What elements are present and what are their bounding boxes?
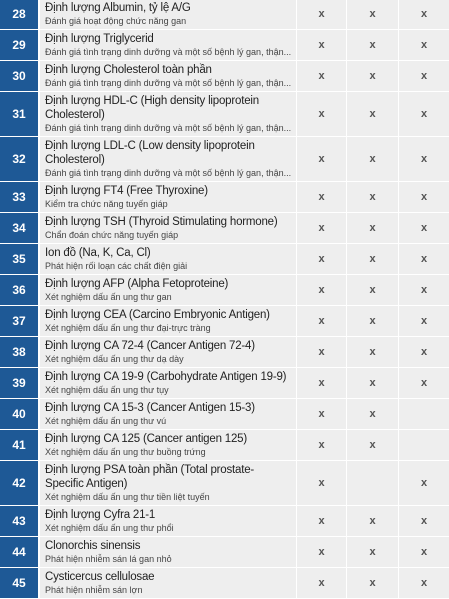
test-description: Xét nghiệm dấu ấn ung thư buồng trứng <box>45 447 206 457</box>
row-number: 31 <box>0 92 40 136</box>
test-description: Xét nghiệm dấu ấn ung thư phổi <box>45 523 174 533</box>
mark-col-3: x <box>420 39 428 51</box>
table-row <box>0 213 449 243</box>
mark-col-1: x <box>297 213 347 243</box>
mark-col-1: x <box>297 368 347 398</box>
mark-col-3: x <box>420 515 428 527</box>
mark-col-3: x <box>420 477 428 489</box>
test-description: Xét nghiệm dấu ấn ung thư dạ dày <box>45 354 184 364</box>
test-name: Định lượng FT4 (Free Thyroxine) <box>45 185 208 197</box>
mark-col-3: x <box>420 346 428 358</box>
test-name: Định lượng Cholesterol toàn phần <box>45 64 212 76</box>
mark-col-1: x <box>297 137 347 181</box>
mark-col-2 <box>347 461 399 505</box>
test-description: Xét nghiệm dấu ấn ung thư tiền liệt tuyến <box>45 492 210 502</box>
test-description: Đánh giá tình trạng dinh dưỡng và một số bệnh lý gan, thận... <box>45 168 292 178</box>
test-description: Phát hiện nhiễm sán lợn <box>45 585 143 595</box>
table-row <box>0 306 449 336</box>
row-number: 32 <box>0 137 40 181</box>
mark-col-2: x <box>347 368 399 398</box>
mark-col-3: x <box>420 546 428 558</box>
mark-col-3: x <box>420 70 428 82</box>
mark-col-1: x <box>297 337 347 367</box>
mark-col-2: x <box>347 306 399 336</box>
mark-col-2: x <box>347 182 399 212</box>
mark-col-3: x <box>420 253 428 265</box>
test-cell <box>40 30 297 60</box>
test-name: Định lượng CA 125 (Cancer antigen 125) <box>45 433 247 445</box>
test-description: Đánh giá tình trạng dinh dưỡng và một số bệnh lý gan, thận... <box>45 47 292 57</box>
mark-col-1: x <box>297 461 347 505</box>
test-cell <box>40 568 297 598</box>
test-description: Xét nghiệm dấu ấn ung thư tụy <box>45 385 169 395</box>
mark-col-2: x <box>347 92 399 136</box>
table-row <box>0 537 449 567</box>
mark-col-1: x <box>297 399 347 429</box>
mark-col-1: x <box>297 275 347 305</box>
row-number: 28 <box>0 0 40 29</box>
test-cell <box>40 399 297 429</box>
test-cell <box>40 368 297 398</box>
test-name: Cysticercus cellulosae <box>45 571 155 583</box>
table-row <box>0 0 449 29</box>
mark-col-2: x <box>347 537 399 567</box>
row-number: 45 <box>0 568 40 598</box>
row-number: 41 <box>0 430 40 460</box>
mark-col-3 <box>399 430 449 460</box>
mark-col-2: x <box>347 244 399 274</box>
test-name: Định lượng CA 19-9 (Carbohydrate Antigen 19-9) <box>45 371 287 383</box>
mark-col-2: x <box>347 430 399 460</box>
mark-col-2: x <box>347 213 399 243</box>
test-description: Xét nghiệm dấu ấn ung thư đại-trực tràng <box>45 323 211 333</box>
test-name: Định lượng HDL-C (High density lipoprotein Cholesterol) <box>45 95 259 121</box>
mark-col-2: x <box>347 506 399 536</box>
test-name: Định lượng CA 15-3 (Cancer Antigen 15-3) <box>45 402 255 414</box>
test-cell <box>40 337 297 367</box>
test-cell <box>40 61 297 91</box>
row-number: 40 <box>0 399 40 429</box>
mark-col-3: x <box>420 153 428 165</box>
test-name: Định lượng Cyfra 21-1 <box>45 509 156 521</box>
test-cell <box>40 506 297 536</box>
row-number: 43 <box>0 506 40 536</box>
mark-col-1: x <box>297 92 347 136</box>
test-cell <box>40 275 297 305</box>
mark-col-2: x <box>347 61 399 91</box>
mark-col-1: x <box>297 61 347 91</box>
row-number: 35 <box>0 244 40 274</box>
mark-col-2: x <box>347 137 399 181</box>
mark-col-2: x <box>347 568 399 598</box>
row-number: 29 <box>0 30 40 60</box>
test-description: Kiểm tra chức năng tuyến giáp <box>45 199 168 209</box>
mark-col-2: x <box>347 275 399 305</box>
table-row <box>0 506 449 536</box>
test-name: Định lượng PSA toàn phần (Total prostate-Specific Antigen) <box>45 464 255 490</box>
row-number: 38 <box>0 337 40 367</box>
test-description: Xét nghiệm dấu ấn ung thư gan <box>45 292 172 302</box>
table-row <box>0 275 449 305</box>
row-number: 36 <box>0 275 40 305</box>
test-cell <box>40 430 297 460</box>
mark-col-3: x <box>420 191 428 203</box>
table-row <box>0 461 449 505</box>
mark-col-1: x <box>297 537 347 567</box>
mark-col-3: x <box>420 222 428 234</box>
table-row <box>0 92 449 136</box>
test-description: Phát hiện rối loạn các chất điện giải <box>45 261 188 271</box>
test-description: Xét nghiệm dấu ấn ung thư vú <box>45 416 167 426</box>
table-row <box>0 30 449 60</box>
test-cell <box>40 0 297 29</box>
test-cell <box>40 537 297 567</box>
mark-col-2: x <box>347 30 399 60</box>
row-number: 34 <box>0 213 40 243</box>
test-name: Định lượng CA 72-4 (Cancer Antigen 72-4) <box>45 340 255 352</box>
mark-col-3: x <box>420 108 428 120</box>
test-description: Phát hiện nhiễm sán lá gan nhỏ <box>45 554 172 564</box>
mark-col-1: x <box>297 306 347 336</box>
table-row <box>0 137 449 181</box>
test-description: Đánh giá tình trạng dinh dưỡng và một số bệnh lý gan, thận... <box>45 78 292 88</box>
test-name: Ion đồ (Na, K, Ca, Cl) <box>45 247 151 259</box>
mark-col-2: x <box>347 0 399 29</box>
table-row <box>0 430 449 460</box>
mark-col-3: x <box>420 284 428 296</box>
row-number: 30 <box>0 61 40 91</box>
table-row <box>0 399 449 429</box>
table-row <box>0 244 449 274</box>
test-name: Định lượng LDL-C (Low density lipoprotein Cholesterol) <box>45 140 255 166</box>
mark-col-1: x <box>297 0 347 29</box>
test-name: Định lượng Triglycerid <box>45 33 154 45</box>
mark-col-2: x <box>347 399 399 429</box>
table-row <box>0 337 449 367</box>
test-cell <box>40 137 297 181</box>
table-row <box>0 182 449 212</box>
mark-col-1: x <box>297 430 347 460</box>
test-name: Clonorchis sinensis <box>45 540 141 552</box>
table-row <box>0 61 449 91</box>
mark-col-1: x <box>297 182 347 212</box>
test-cell <box>40 213 297 243</box>
test-cell <box>40 182 297 212</box>
test-cell <box>40 92 297 136</box>
test-name: Định lượng CEA (Carcino Embryonic Antigen) <box>45 309 270 321</box>
mark-col-3 <box>399 399 449 429</box>
test-description: Chẩn đoán chức năng tuyến giáp <box>45 230 179 240</box>
row-number: 42 <box>0 461 40 505</box>
test-cell <box>40 306 297 336</box>
mark-col-1: x <box>297 568 347 598</box>
mark-col-2: x <box>347 337 399 367</box>
test-name: Định lượng Albumin, tỷ lệ A/G <box>45 2 191 14</box>
row-number: 39 <box>0 368 40 398</box>
row-number: 37 <box>0 306 40 336</box>
test-name: Định lượng AFP (Alpha Fetoproteine) <box>45 278 229 290</box>
test-cell <box>40 244 297 274</box>
mark-col-3: x <box>420 377 428 389</box>
test-name: Định lượng TSH (Thyroid Stimulating hormone) <box>45 216 278 228</box>
test-cell <box>40 461 297 505</box>
mark-col-1: x <box>297 506 347 536</box>
row-number: 44 <box>0 537 40 567</box>
mark-col-3: x <box>420 315 428 327</box>
mark-col-1: x <box>297 244 347 274</box>
row-number: 33 <box>0 182 40 212</box>
mark-col-3: x <box>420 8 428 20</box>
test-description: Đánh giá hoạt động chức năng gan <box>45 16 187 26</box>
table-row <box>0 568 449 598</box>
test-description: Đánh giá tình trạng dinh dưỡng và một số bệnh lý gan, thận... <box>45 123 292 133</box>
mark-col-3: x <box>420 577 428 589</box>
table-row <box>0 368 449 398</box>
mark-col-1: x <box>297 30 347 60</box>
